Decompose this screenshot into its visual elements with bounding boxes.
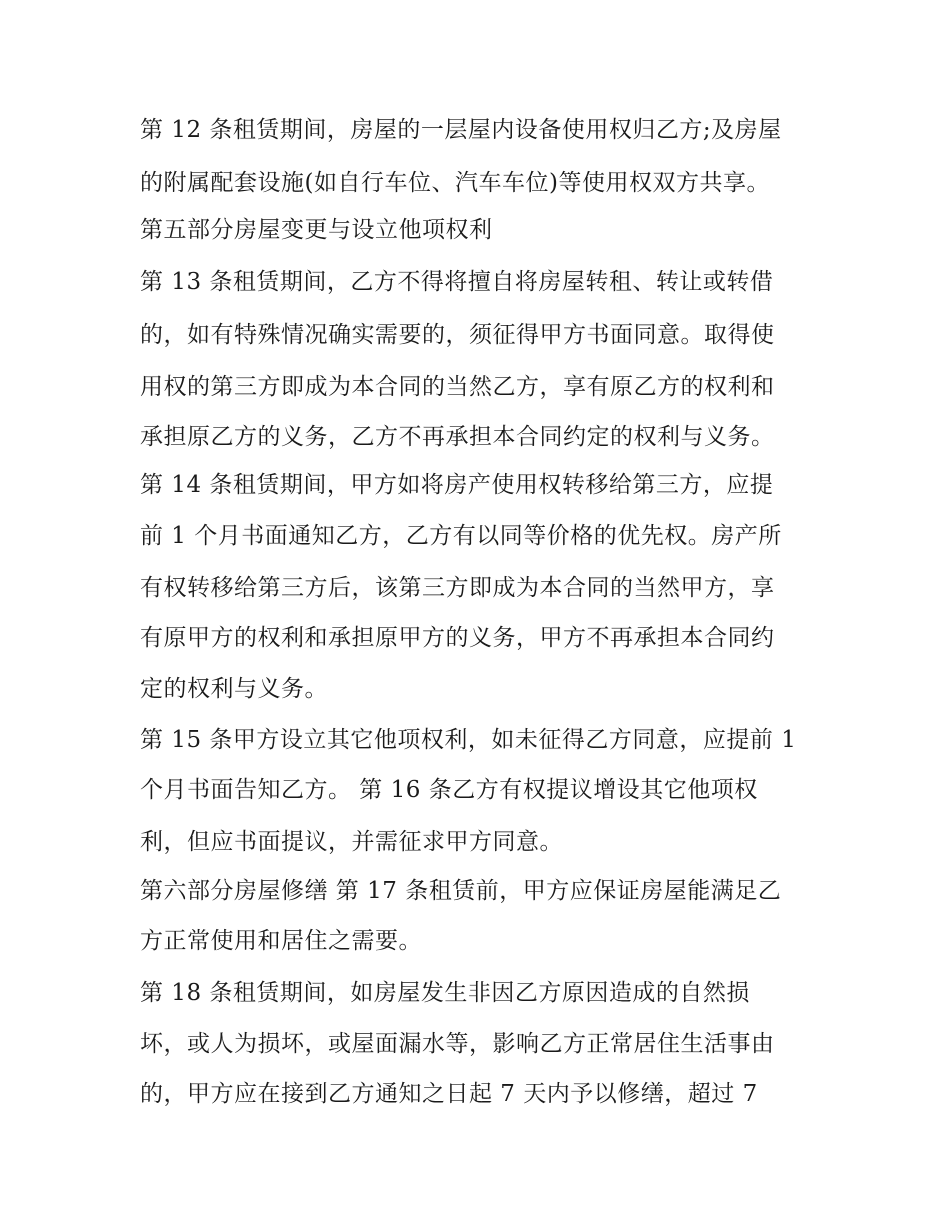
text-line: 有权转移给第三方后，该第三方即成为本合同的当然甲方，享 — [140, 575, 775, 601]
text-line: 利，但应书面提议，并需征求甲方同意。 — [140, 829, 563, 855]
text-line: 坏，或人为损坏，或屋面漏水等，影响乙方正常居住生活事由 — [140, 1031, 775, 1057]
text-line: 方正常使用和居住之需要。 — [140, 928, 422, 954]
text-line: 第 13 条租赁期间，乙方不得将擅自将房屋转租、转让或转借 — [140, 269, 774, 295]
text-line: 第 15 条甲方设立其它他项权利，如未征得乙方同意，应提前 1 — [140, 727, 797, 753]
text-line: 有原甲方的权利和承担原甲方的义务，甲方不再承担本合同约 — [140, 625, 775, 651]
text-line: 的，甲方应在接到乙方通知之日起 7 天内予以修缮，超过 7 — [140, 1081, 758, 1107]
text-line: 承担原乙方的义务，乙方不再承担本合同约定的权利与义务。 — [140, 424, 775, 450]
section-heading: 第五部分房屋变更与设立他项权利 — [140, 217, 493, 243]
text-line: 用权的第三方即成为本合同的当然乙方，享有原乙方的权利和 — [140, 374, 775, 400]
text-line: 第 14 条租赁期间，甲方如将房产使用权转移给第三方，应提 — [140, 472, 774, 498]
text-line: 第 12 条租赁期间，房屋的一层屋内设备使用权归乙方;及房屋 — [140, 117, 782, 143]
text-line: 的附属配套设施(如自行车位、汽车车位)等使用权双方共享。 — [140, 170, 770, 196]
text-line: 个月书面告知乙方。 第 16 条乙方有权提议增设其它他项权 — [140, 777, 758, 803]
text-line: 的，如有特殊情况确实需要的，须征得甲方书面同意。取得使 — [140, 322, 775, 348]
section-heading: 第六部分房屋修缮 第 17 条租赁前，甲方应保证房屋能满足乙 — [140, 878, 782, 904]
text-line: 前 1 个月书面通知乙方，乙方有以同等价格的优先权。房产所 — [140, 523, 782, 549]
text-line: 定的权利与义务。 — [140, 676, 328, 702]
text-line: 第 18 条租赁期间，如房屋发生非因乙方原因造成的自然损 — [140, 980, 750, 1006]
